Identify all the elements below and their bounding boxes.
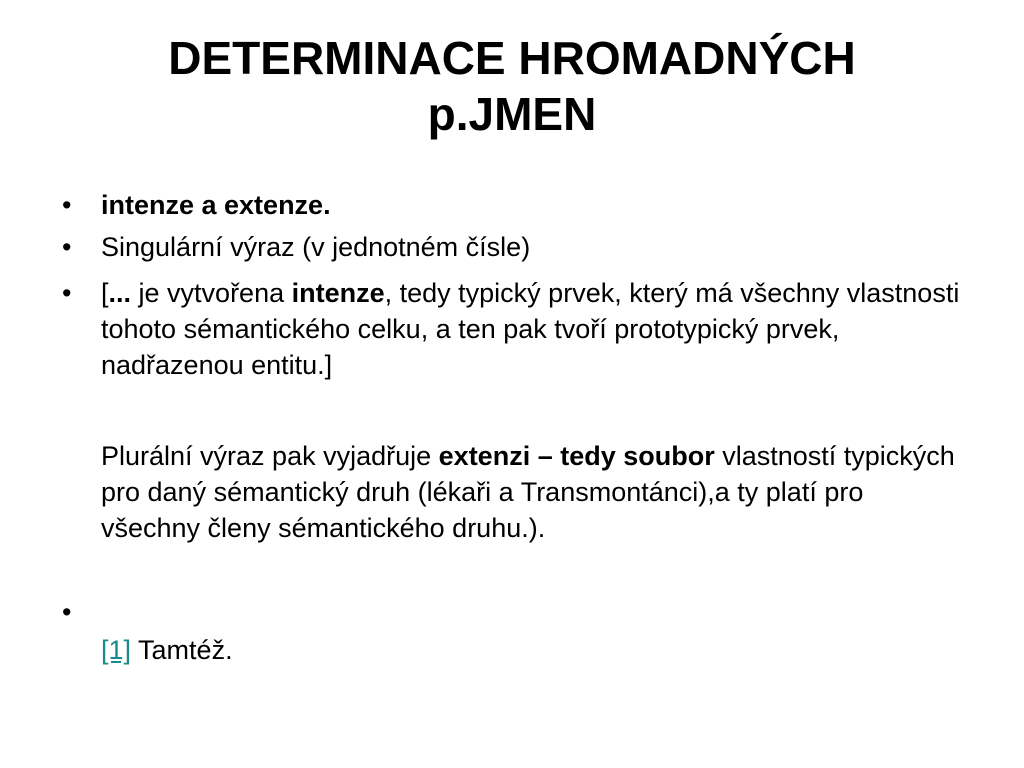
ellipsis: ... <box>108 278 132 308</box>
slide-title-line-1: DETERMINACE HROMADNÝCH <box>168 32 856 84</box>
footnote <box>101 632 981 668</box>
keyword-intenze: intenze <box>291 278 385 308</box>
bullet-marker: • <box>62 232 72 262</box>
list-item-intenze-extenze <box>101 187 981 223</box>
slide-title <box>60 30 964 142</box>
text-part-1: je vytvořena <box>131 278 292 308</box>
slide-title-line-2: p.JMEN <box>427 88 597 140</box>
text-part-2: vlastností typických pro daný sémantický druh (lékaři a Transmontánci),a ty platí pro všechny členy sémantického druhu.). <box>101 441 955 543</box>
list-item-intenze-definition <box>101 275 971 383</box>
paragraph-plural <box>101 438 961 546</box>
bullet-marker: • <box>62 278 72 308</box>
text-part-1: Plurální výraz pak vyjadřuje <box>101 441 439 471</box>
footnote-ref-link[interactable]: [1] <box>101 635 132 665</box>
bullet-marker: • <box>62 597 72 627</box>
list-item-singular <box>101 229 981 265</box>
footnote-text: Tamtéž. <box>131 635 233 665</box>
list-item-text: Singulární výraz (v jednotném čísle) <box>101 232 531 262</box>
keyword-extenzi: extenzi – tedy soubor <box>438 441 715 471</box>
list-item-heading: intenze a extenze. <box>101 190 331 220</box>
bullet-marker: • <box>62 190 72 220</box>
bracket-open: [ <box>101 278 109 308</box>
text-part-2: , tedy typický prvek, který má všechny vlastnosti tohoto sémantického celku, a ten pak tvoří prototypický prvek, nadřazenou entitu.] <box>101 278 960 380</box>
